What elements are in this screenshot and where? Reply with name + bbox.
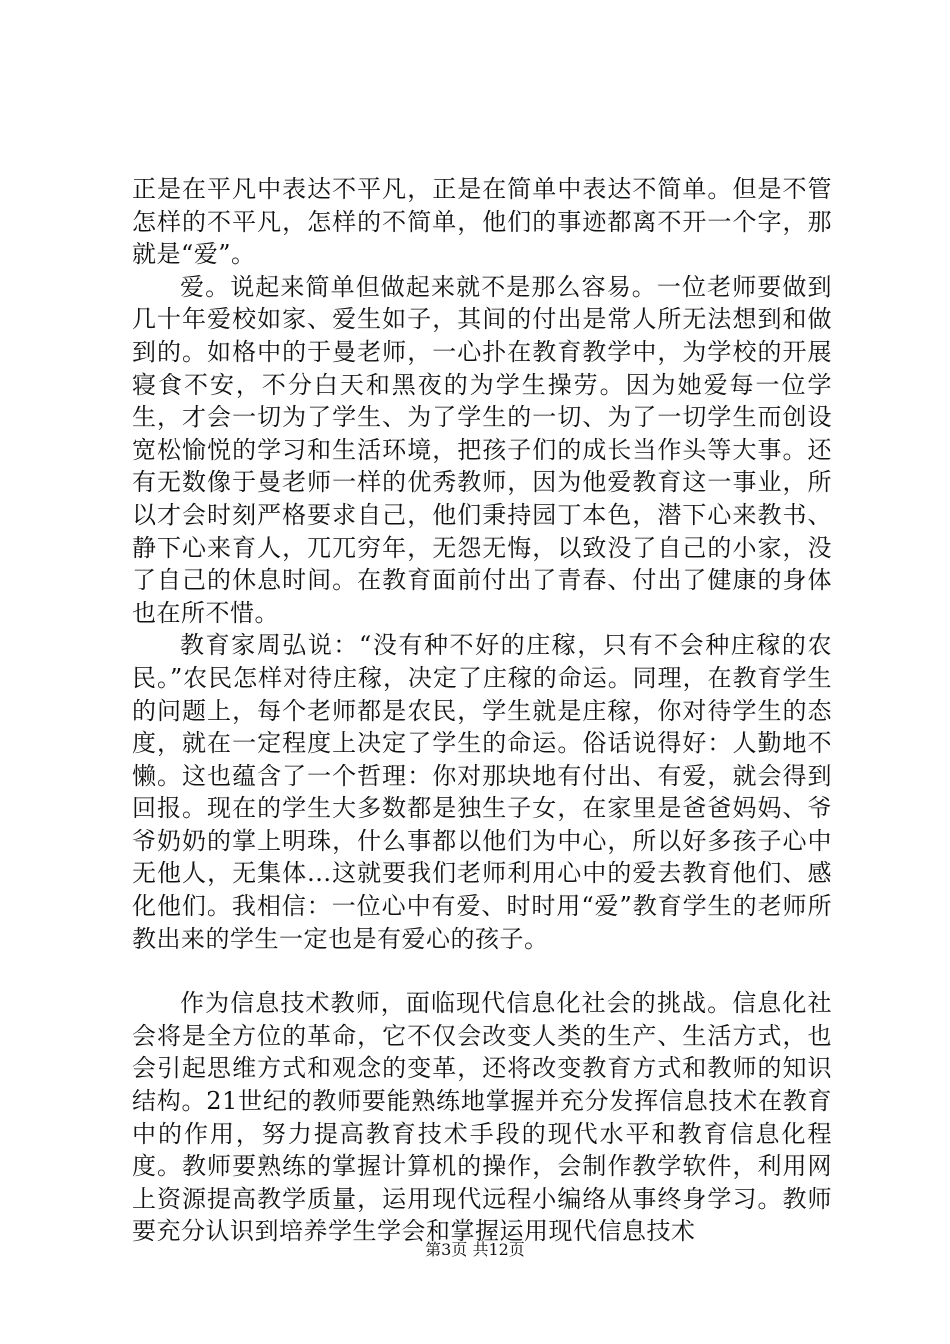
paragraph-2: 爱。说起来简单但做起来就不是那么容易。一位老师要做到几十年爱校如家、爱生如子，其间的付出是常人所无法想到和做到的。如格中的于曼老师，一心扑在教育教学中，为学校的开展寝食不安，不分白天和黑夜的为学生操劳。因为她爱每一位学生，才会一切为了学生、为了学生的一切、为了一切学生而创设宽松愉悦的学习和生活环境，把孩子们的成长当作头等大事。还有无数像于曼老师一样的优秀教师，因为他爱教育这一事业，所以才会时刻严格要求自己，他们秉持园丁本色，潜下心来教书、静下心来育人，兀兀穷年，无怨无悔，以致没了自己的小家，没了自己的休息时间。在教育面前付出了青春、付出了健康的身体也在所不惜。: [132, 272, 832, 627]
paragraph-1: 正是在平凡中表达不平凡，正是在简单中表达不简单。但是不管怎样的不平凡，怎样的不简单，他们的事迹都离不开一个字，那就是“爱”。: [132, 175, 832, 269]
page-number-footer: 第3页 共12页: [425, 1240, 525, 1259]
paragraph-4: 作为信息技术教师，面临现代信息化社会的挑战。信息化社会将是全方位的革命，它不仅会改变人类的生产、生活方式，也会引起思维方式和观念的变革，还将改变教育方式和教师的知识结构。21世纪的教师要能熟练地掌握并充分发挥信息技术在教育中的作用，努力提高教育技术手段的现代水平和教育信息化程度。教师要熟练的掌握计算机的操作，会制作教学软件，利用网上资源提高教学质量，运用现代远程小编络从事终身学习。教师要充分认识到培养学生学会和掌握运用现代信息技术: [132, 989, 832, 1246]
paragraph-3: 教育家周弘说：“没有种不好的庄稼，只有不会种庄稼的农民。”农民怎样对待庄稼，决定了庄稼的命运。同理，在教育学生的问题上，每个老师都是农民，学生就是庄稼，你对待学生的态度，就在一定程度上决定了学生的命运。俗话说得好：人勤地不懒。这也蕴含了一个哲理：你对那块地有付出、有爱，就会得到回报。现在的学生大多数都是独生子女，在家里是爸爸妈妈、爷爷奶奶的掌上明珠，什么事都以他们为中心，所以好多孩子心中无他人，无集体...这就要我们老师利用心中的爱去教育他们、感化他们。我相信：一位心中有爱、时时用“爱”教育学生的老师所教出来的学生一定也是有爱心的孩子。: [132, 631, 832, 953]
document-body: [132, 173, 832, 1248]
